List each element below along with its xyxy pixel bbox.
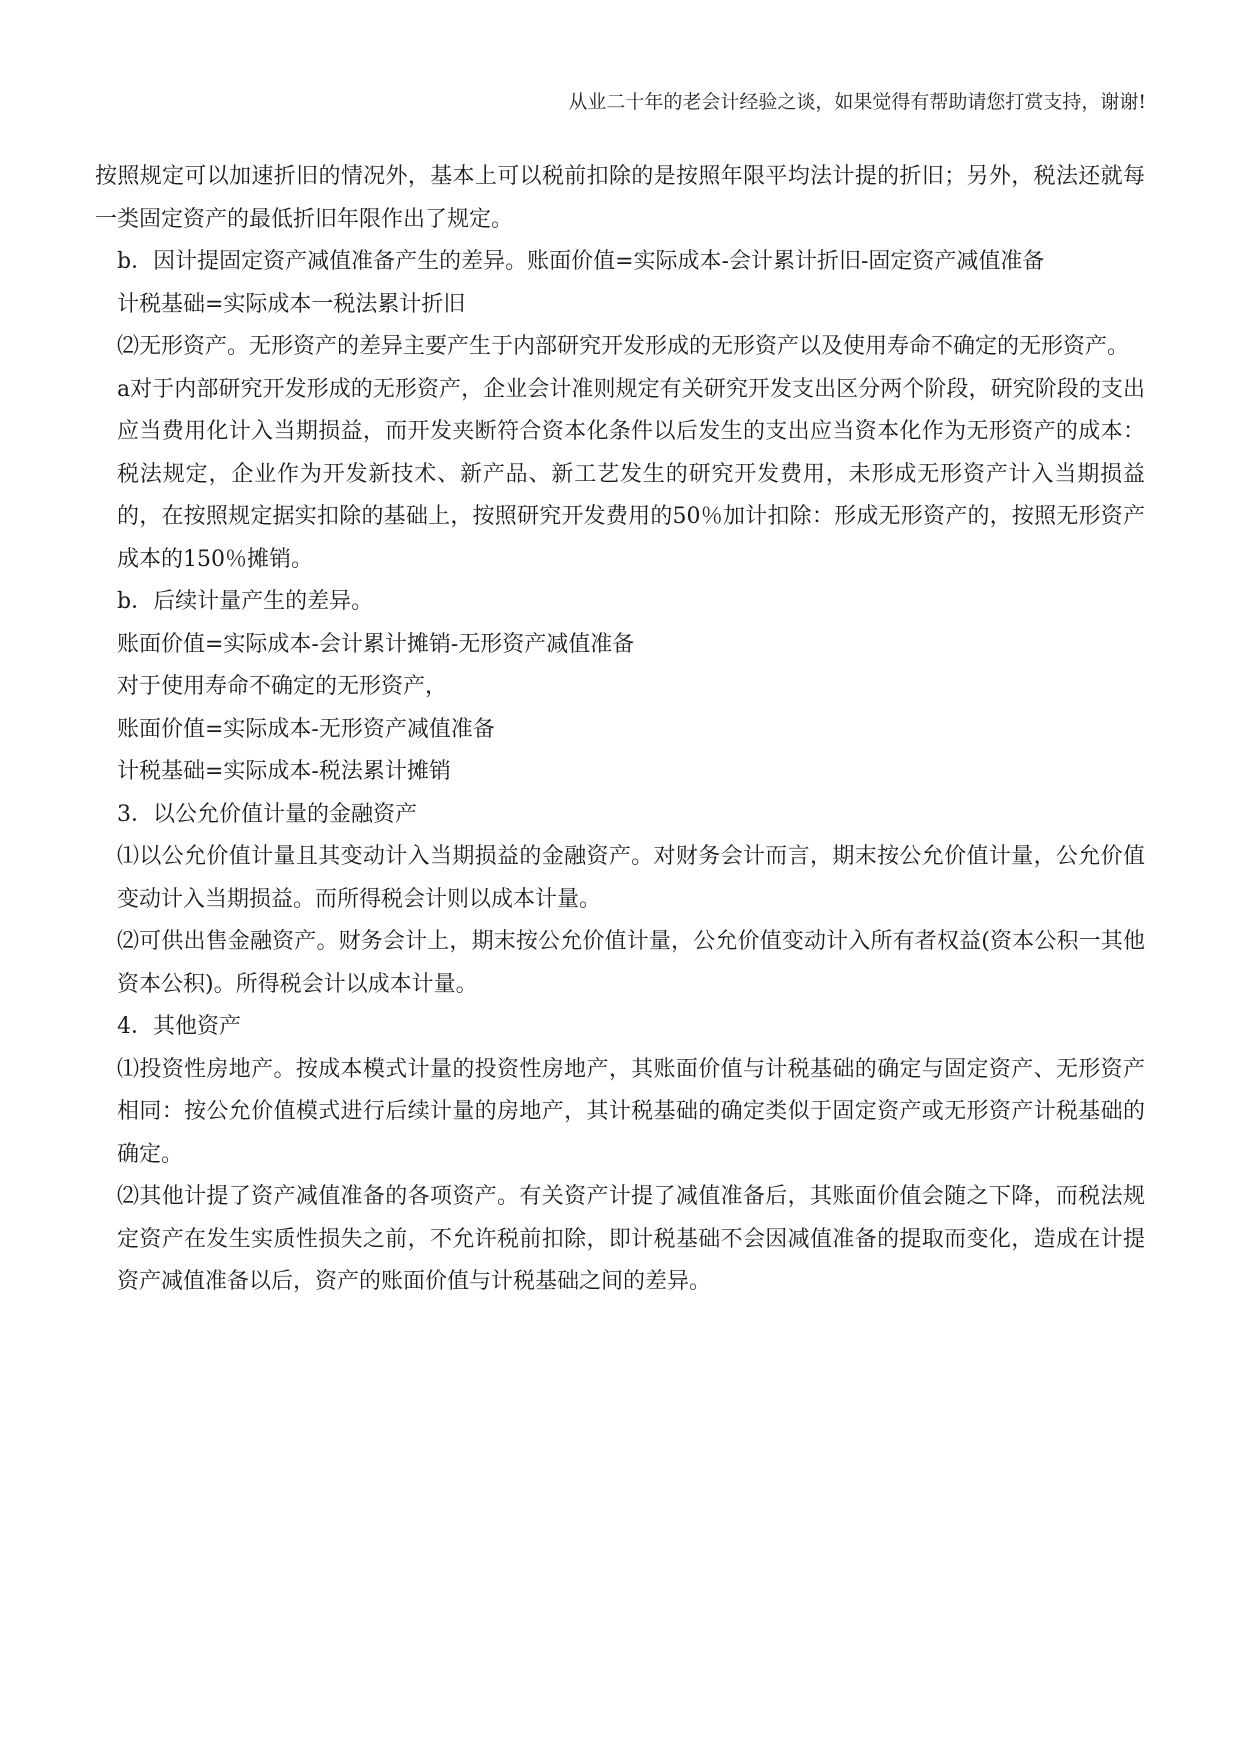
paragraph: ⑵无形资产。无形资产的差异主要产生于内部研究开发形成的无形资产以及使用寿命不确定的无形资产。 [117, 334, 1130, 359]
paragraph: 账面价值=实际成本-无形资产减值准备 [117, 716, 495, 742]
document-body [95, 156, 1145, 1304]
paragraph: ⑵其他计提了资产减值准备的各项资产。有关资产计提了减值准备后，其账面价值会随之下降，而税法规定资产在发生实质性损失之前，不允许税前扣除，即计税基础不会因减值准备的提取而变化，造成在计提资产减值准备以后，资产的账面价值与计税基础之间的差异。 [117, 1184, 1145, 1294]
paragraph: 对于使用寿命不确定的无形资产， [117, 674, 448, 699]
paragraph: b．因计提固定资产减值准备产生的差异。账面价值=实际成本-会计累计折旧-固定资产减值准备 [117, 249, 1045, 274]
paragraph: ⑴投资性房地产。按成本模式计量的投资性房地产，其账面价值与计税基础的确定与固定资产、无形资产相同：按公允价值模式进行后续计量的房地产，其计税基础的确定类似于固定资产或无形资产计税基础的确定。 [117, 1056, 1145, 1167]
section-heading: 3．以公允价值计量的金融资产 [117, 801, 417, 827]
paragraph: b．后续计量产生的差异。 [117, 589, 374, 614]
paragraph: 账面价值=实际成本-会计累计摊销-无形资产减值准备 [117, 631, 635, 657]
page-header-note: 从业二十年的老会计经验之谈，如果觉得有帮助请您打赏支持，谢谢! [568, 91, 1146, 113]
paragraph: ⑴以公允价值计量且其变动计入当期损益的金融资产。对财务会计而言，期末按公允价值计量，公允价值变动计入当期损益。而所得税会计则以成本计量。 [117, 844, 1145, 912]
section-heading: 4．其他资产 [117, 1014, 241, 1039]
paragraph: 计税基础=实际成本一税法累计折旧 [117, 291, 466, 317]
paragraph: a对于内部研究开发形成的无形资产，企业会计准则规定有关研究开发支出区分两个阶段，研究阶段的支出应当费用化计入当期损益，而开发夹断符合资本化条件以后发生的支出应当资本化作为无形资产的成本：税法规定，企业作为开发新技术、新产品、新工艺发生的研究开发费用，未形成无形资产计入当期损益的，在按照规定据实扣除的基础上，按照研究开发费用的50％加计扣除：形成无形资产的，按照无形资产成本的150％摊销。 [117, 376, 1145, 572]
paragraph: 计税基础=实际成本-税法累计摊销 [117, 759, 451, 784]
paragraph: ⑵可供出售金融资产。财务会计上，期末按公允价值计量，公允价值变动计入所有者权益(资本公积一其他资本公积)。所得税会计以成本计量。 [117, 929, 1145, 997]
paragraph: 按照规定可以加速折旧的情况外，基本上可以税前扣除的是按照年限平均法计提的折旧；另外，税法还就每一类固定资产的最低折旧年限作出了规定。 [95, 164, 1145, 232]
